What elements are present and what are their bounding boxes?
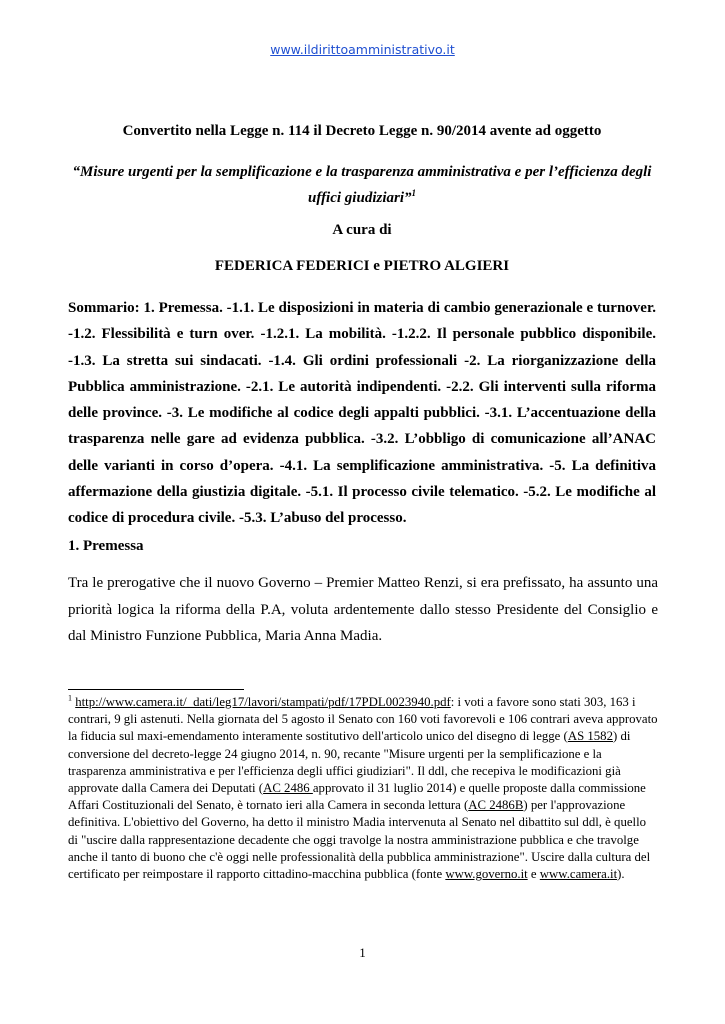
footnote-separator bbox=[68, 689, 244, 690]
footnote-text: e bbox=[527, 867, 540, 882]
footnote-text: ). bbox=[617, 867, 625, 882]
footnote-number: 1 bbox=[68, 693, 72, 703]
footnote-text: ) per l'approvazione definitiva. L'obiettivo del Governo, ha detto il ministro Madia intervenuta al Senato nel dibattito sul ddl, è quello di "uscire dalla rappresentazione decadente che oggi travolge la nostra amministrazione pubblica e che travolge anche il tanto di buono che c'è oggi nelle professionalità della pubblica amministrazione". Uscire dalla cultura del certificato per reimpostare il rapporto cittadino-macchina pubblica (fonte bbox=[68, 798, 651, 882]
footnote-link-governo[interactable]: www.governo.it bbox=[445, 867, 528, 882]
document-subtitle bbox=[68, 159, 656, 211]
subtitle-text: “Misure urgenti per la semplificazione e la trasparenza amministrativa e per l’efficienza degli uffici giudiziari” bbox=[72, 164, 652, 206]
section-paragraph: Tra le prerogative che il nuovo Governo – Premier Matteo Renzi, si era prefissato, ha assunto una priorità logica la riforma della P.A, voluta ardentemente dallo stesso Presidente del Consiglio e dal Ministro Funzione Pubblica, Maria Anna Madia. bbox=[68, 575, 658, 644]
page-number: 1 bbox=[359, 945, 366, 960]
summary: Sommario: 1. Premessa. -1.1. Le disposizioni in materia di cambio generazionale e turnover. -1.2. Flessibilità e turn over. -1.2.1. La mobilità. -1.2.2. Il personale pubblico disponibile. -1.3. La stretta sui sindacati. -1.4. Gli ordini professionali -2. La riorganizzazione della Pubblica amministrazione. -2.1. Le autorità indipendenti. -2.2. Gli interventi sulla riforma delle province. -3. Le modifiche al codice degli appalti pubblici. -3.1. L’accentuazione della trasparenza nelle gare ad evidenza pubblica. -3.2. L’obbligo di comunicazione all’ANAC delle varianti in corso d’opera. -4.1. La semplificazione amministrativa. -5. La definitiva affermazione della giustizia digitale. -5.1. Il processo civile telematico. -5.2. Le modifiche al codice di procedura civile. -5.3. L’abuso del processo. bbox=[68, 300, 656, 527]
header-site-link[interactable]: www.ildirittoamministrativo.it bbox=[270, 42, 455, 57]
footnote bbox=[68, 694, 658, 883]
footnote-text: approvato il 31 luglio 2014) e quelle proposte dalla commissione Affari Costituzionali del Senato, è tornato ieri alla Camera in seconda lettura ( bbox=[68, 781, 646, 813]
footnote-text: : i voti a favore sono stati 303, 163 i contrari, 9 gli astenuti. Nella giornata del 5 agosto il Senato con 160 voti favorevoli e 106 contrari aveva approvato la fiducia sul maxi-emendamento interamente sostitutivo dell'articolo unico del disegno di legge ( bbox=[68, 695, 658, 744]
footnote-link-ac2486b[interactable]: AC 2486B bbox=[468, 798, 524, 813]
section-heading: 1. Premessa bbox=[68, 538, 144, 554]
document-title: Convertito nella Legge n. 114 il Decreto Legge n. 90/2014 avente ad oggetto bbox=[122, 123, 602, 139]
footnote-reference[interactable]: 1 bbox=[411, 188, 416, 198]
footnote-link-camera[interactable]: www.camera.it bbox=[539, 867, 618, 882]
footnote-text: ) di conversione del decreto-legge 24 giugno 2014, n. 90, recante "Misure urgenti per la semplificazione e la trasparenza amministrativa e per l'efficienza degli uffici giudiziari". Il ddl, che recepiva le modificazioni già approvate dalla Camera dei Deputati ( bbox=[68, 729, 631, 796]
authors: FEDERICA FEDERICI e PIETRO ALGIERI bbox=[214, 258, 510, 274]
footnote-link-as1582[interactable]: AS 1582 bbox=[567, 729, 613, 744]
footnote-link-ac2486[interactable]: AC 2486 bbox=[263, 781, 313, 796]
footnote-url-link[interactable]: http://www.camera.it/_dati/leg17/lavori/stampati/pdf/17PDL0023940.pdf bbox=[75, 695, 451, 709]
curated-by-label: A cura di bbox=[332, 222, 392, 238]
